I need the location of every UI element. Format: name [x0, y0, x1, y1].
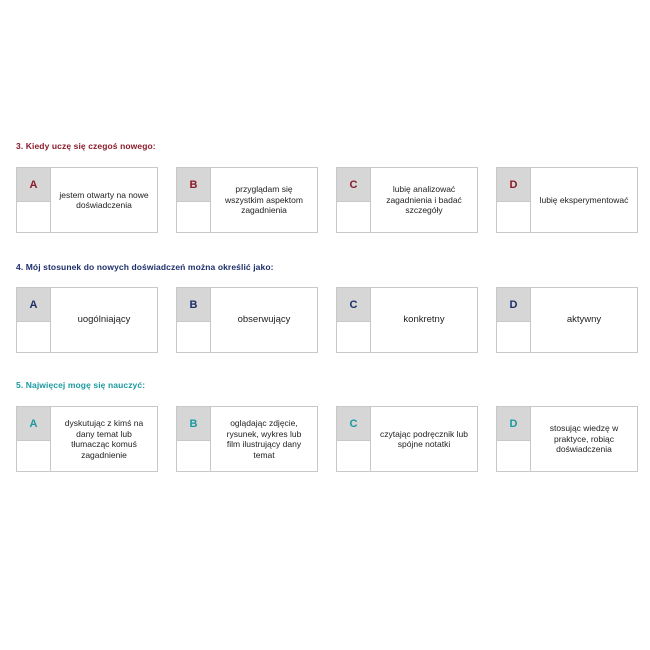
option-letter[interactable]: C — [337, 288, 370, 321]
option-card-b[interactable] — [176, 167, 318, 233]
option-text: uogólniający — [77, 313, 131, 325]
question-3-title: 3. Kiedy uczę się czegoś nowego: — [16, 141, 156, 151]
answer-box[interactable] — [337, 201, 370, 232]
option-card-a[interactable] — [16, 167, 158, 233]
option-text: przyglądam się wszystkim aspektom zagadnienia — [225, 184, 303, 216]
option-card-d[interactable] — [496, 167, 638, 233]
option-letter[interactable]: C — [337, 407, 370, 440]
answer-box[interactable] — [17, 201, 50, 232]
answer-box[interactable] — [177, 201, 210, 232]
option-card-d[interactable] — [496, 406, 638, 472]
option-card-b[interactable] — [176, 287, 318, 353]
option-letter[interactable]: B — [177, 288, 210, 321]
answer-box[interactable] — [497, 201, 530, 232]
option-letter[interactable]: A — [17, 288, 50, 321]
answer-box[interactable] — [497, 321, 530, 352]
option-text: lubię analizować zagadnienia i badać szczegóły — [386, 184, 462, 216]
option-letter[interactable]: D — [497, 407, 530, 440]
question-5-title: 5. Najwięcej mogę się nauczyć: — [16, 380, 146, 390]
answer-box[interactable] — [497, 440, 530, 471]
answer-box[interactable] — [17, 440, 50, 471]
option-card-a[interactable] — [16, 287, 158, 353]
option-text: stosując wiedzę w praktyce, robiąc doświadczenia — [549, 423, 619, 455]
answer-box[interactable] — [337, 440, 370, 471]
answer-box[interactable] — [177, 440, 210, 471]
option-card-a[interactable] — [16, 406, 158, 472]
option-card-d[interactable] — [496, 287, 638, 353]
option-letter[interactable]: A — [17, 168, 50, 201]
option-card-c[interactable] — [336, 167, 478, 233]
option-letter[interactable]: B — [177, 168, 210, 201]
answer-box[interactable] — [17, 321, 50, 352]
option-text: konkretny — [403, 313, 445, 325]
option-text: czytając podręcznik lub spójne notatki — [380, 428, 468, 449]
option-letter[interactable]: C — [337, 168, 370, 201]
question-3-options — [16, 167, 640, 235]
option-card-c[interactable] — [336, 287, 478, 353]
question-5-options — [16, 406, 640, 474]
answer-box[interactable] — [177, 321, 210, 352]
option-letter[interactable]: A — [17, 407, 50, 440]
option-letter[interactable]: D — [497, 288, 530, 321]
option-text: oglądając zdjęcie, rysunek, wykres lub film ilustrujący dany temat — [226, 418, 302, 460]
option-card-c[interactable] — [336, 406, 478, 472]
option-text: obserwujący — [237, 313, 291, 325]
question-4-options — [16, 287, 640, 355]
answer-box[interactable] — [337, 321, 370, 352]
option-text: dyskutując z kimś na dany temat lub tłumacząc komuś zagadnienie — [64, 418, 144, 460]
option-text: lubię eksperymentować — [539, 194, 629, 205]
option-card-b[interactable] — [176, 406, 318, 472]
option-letter[interactable]: B — [177, 407, 210, 440]
option-text: aktywny — [566, 313, 602, 325]
option-letter[interactable]: D — [497, 168, 530, 201]
option-text: jestem otwarty na nowe doświadczenia — [59, 189, 149, 210]
question-4-title: 4. Mój stosunek do nowych doświadczeń można określić jako: — [16, 262, 274, 272]
